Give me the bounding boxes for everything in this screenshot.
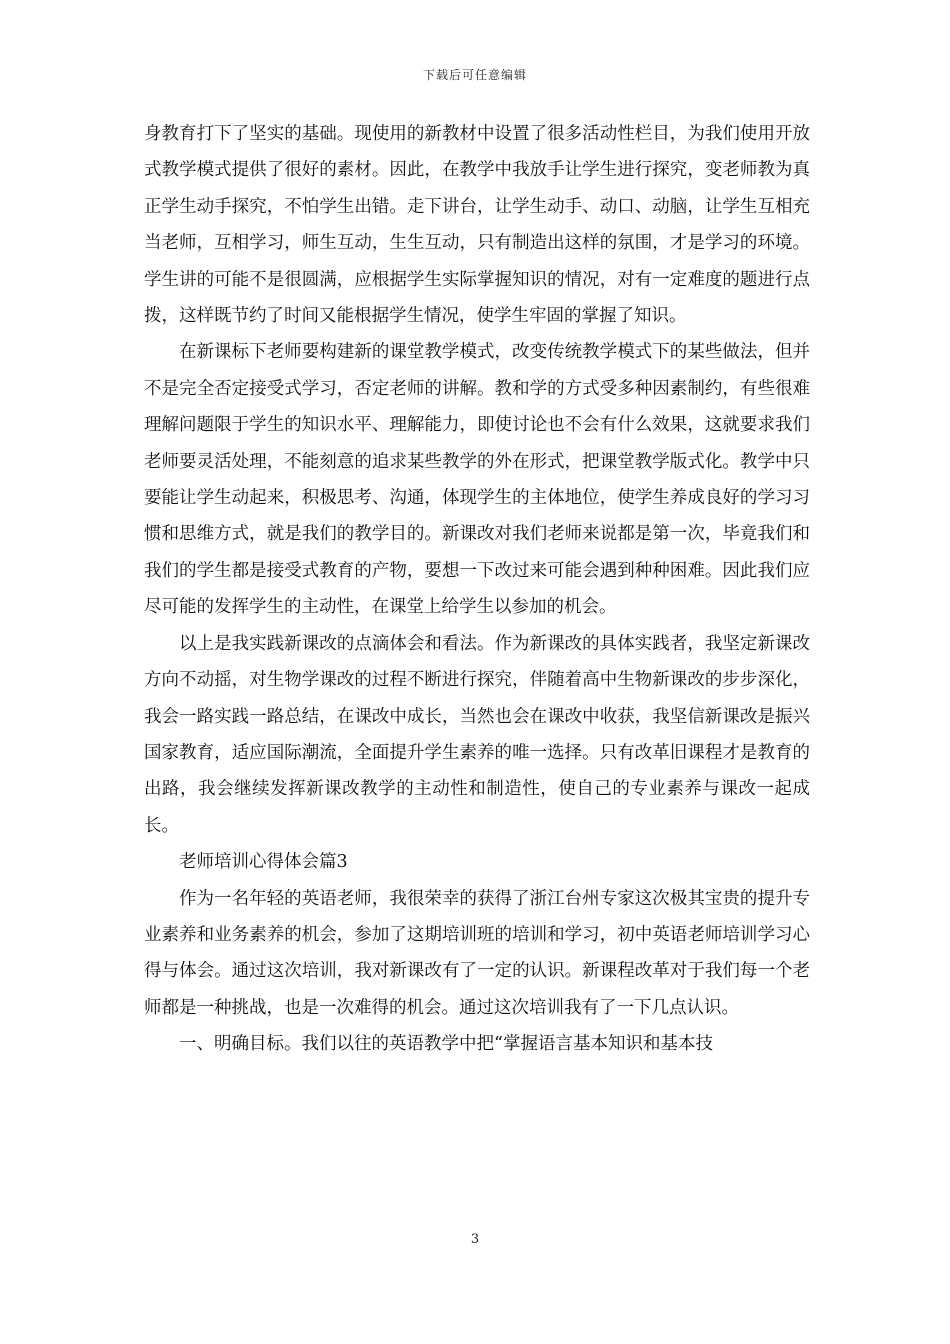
section-heading: 老师培训心得体会篇3 [179,852,348,873]
paragraph: 作为一名年轻的英语老师，我很荣幸的获得了浙江台州专家这次极其宝贵的提升专业素养和业务素养的机会，参加了这期培训班的培训和学习，初中英语老师培训学习心得与体会。通过这次培训，我对新课改有了一定的认识。新课程改革对于我们每一个老师都是一种挑战，也是一次难得的机会。通过这次培训我有了一下几点认识。 [144,888,810,1018]
paragraph: 以上是我实践新课改的点滴体会和看法。作为新课改的具体实践者，我坚定新课改方向不动摇，对生物学课改的过程不断进行探究，伴随着高中生物新课改的步步深化，我会一路实践一路总结，在课改中成长，当然也会在课改中收获，我坚信新课改是振兴国家教育，适应国际潮流，全面提升学生素养的唯一选择。只有改革旧课程才是教育的出路，我会继续发挥新课改教学的主动性和制造性，使自己的专业素养与课改一起成长。 [144,633,810,836]
document-body [144,116,810,1063]
paragraph: 一、明确目标。我们以往的英语教学中把“掌握语言基本知识和基本技 [179,1034,713,1055]
paragraph: 身教育打下了坚实的基础。现使用的新教材中设置了很多活动性栏目，为我们使用开放式教学模式提供了很好的素材。因此，在教学中我放手让学生进行探究，变老师教为真正学生动手探究，不怕学生出错。走下讲台，让学生动手、动口、动脑，让学生互相充当老师，互相学习，师生互动，生生互动，只有制造出这样的氛围，才是学习的环境。学生讲的可能不是很圆满，应根据学生实际掌握知识的情况，对有一定难度的题进行点拨，这样既节约了时间又能根据学生情况，使学生牢固的掌握了知识。 [144,124,810,327]
page-number: 3 [470,1232,480,1247]
paragraph: 在新课标下老师要构建新的课堂教学模式，改变传统教学模式下的某些做法，但并不是完全否定接受式学习，否定老师的讲解。教和学的方式受多种因素制约，有些很难理解问题限于学生的知识水平、理解能力，即使讨论也不会有什么效果，这就要求我们老师要灵活处理，不能刻意的追求某些教学的外在形式，把课堂教学版式化。教学中只要能让学生动起来，积极思考、沟通，体现学生的主体地位，使学生养成良好的学习习惯和思维方式，就是我们的教学目的。新课改对我们老师来说都是第一次，毕竟我们和我们的学生都是接受式教育的产物，要想一下改过来可能会遇到种种困难。因此我们应尽可能的发挥学生的主动性，在课堂上给学生以参加的机会。 [144,342,810,618]
page-header: 下载后可任意编辑 [422,68,527,82]
